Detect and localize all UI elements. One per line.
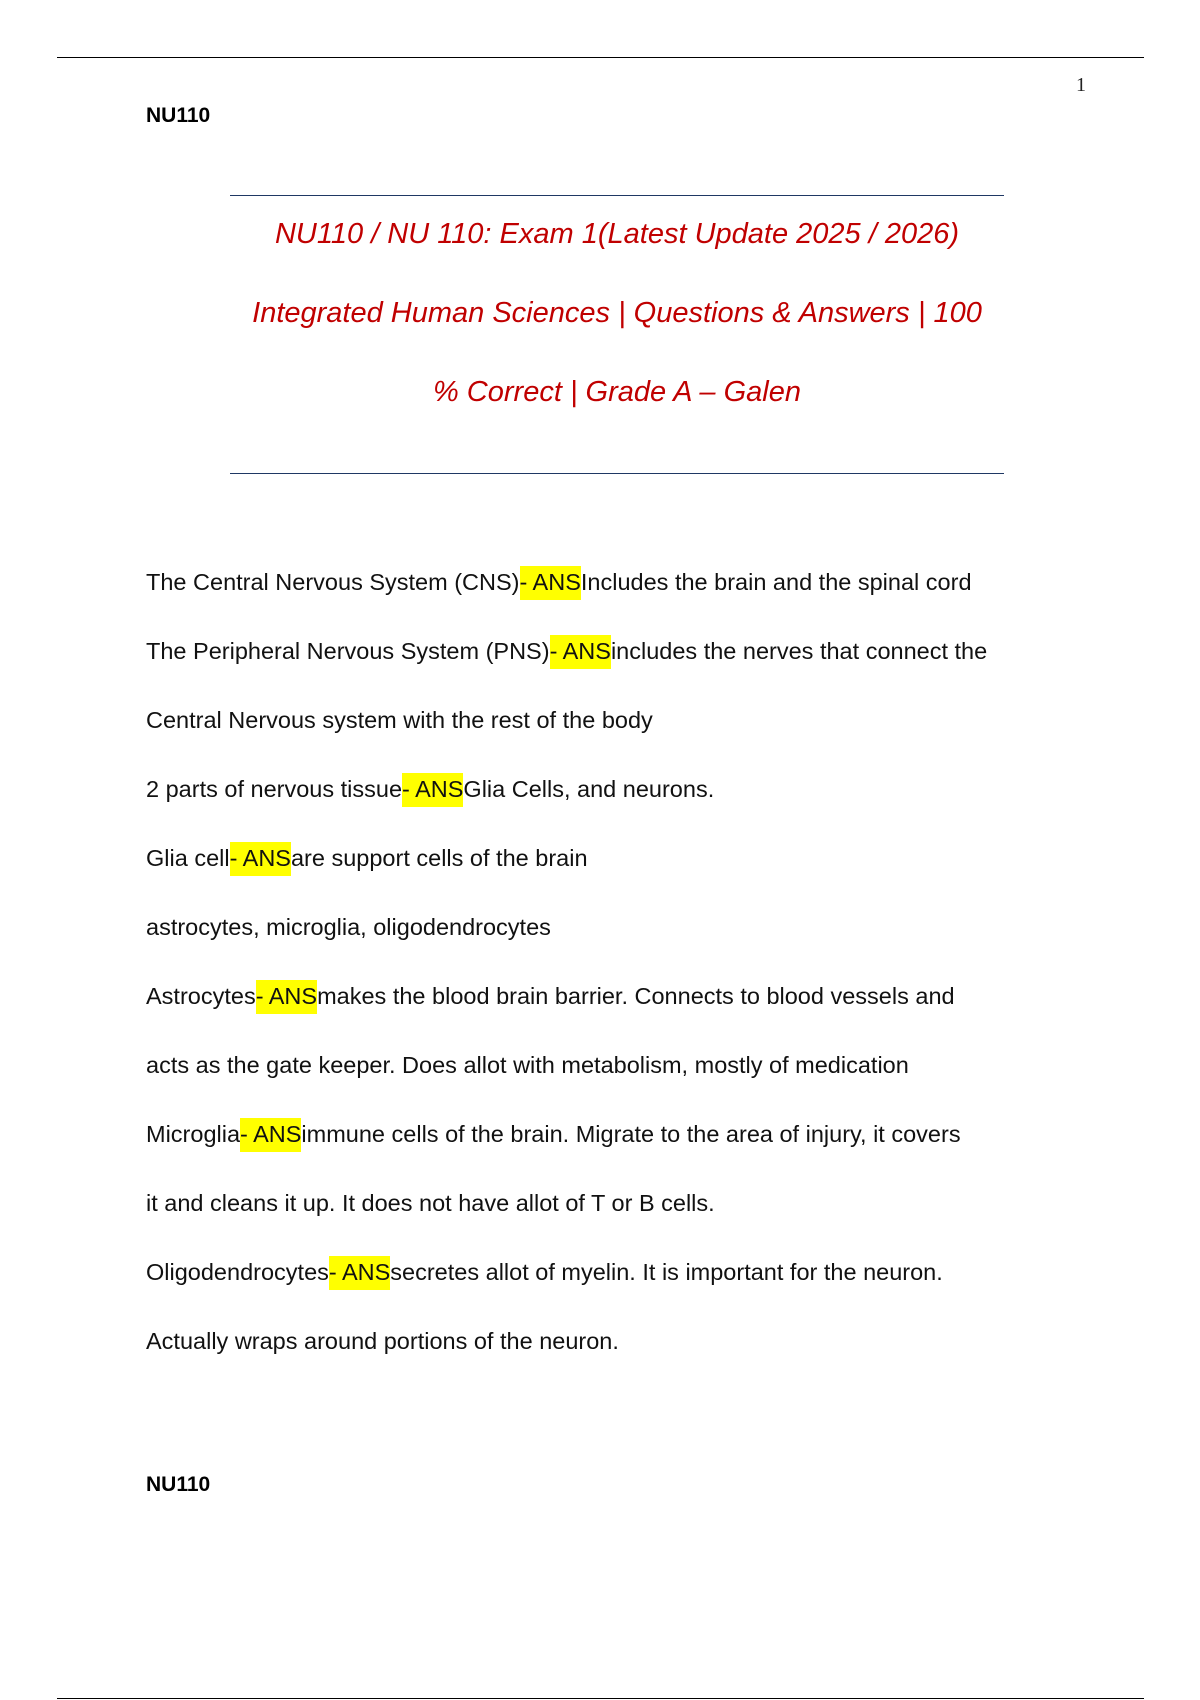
page-bottom-rule: [57, 1698, 1144, 1699]
header-course-code: NU110: [146, 104, 211, 127]
title-line: NU110 / NU 110: Exam 1(Latest Update 2025 / 2026): [274, 218, 960, 250]
qa-text: Glia Cells, and neurons.: [463, 776, 715, 802]
qa-line: [146, 1319, 1086, 1388]
qa-line: [146, 1181, 1086, 1250]
qa-line: [146, 629, 1086, 698]
page-number: 1: [1076, 74, 1086, 96]
qa-text: acts as the gate keeper. Does allot with metabolism, mostly of medication: [146, 1052, 909, 1078]
title-line: % Correct | Grade A – Galen: [432, 376, 802, 408]
qa-text: Actually wraps around portions of the neuron.: [146, 1328, 619, 1354]
qa-term: Glia cell: [146, 845, 230, 871]
qa-text: Central Nervous system with the rest of the body: [146, 707, 653, 733]
page-top-rule: [57, 57, 1144, 58]
qa-term: Oligodendrocytes: [146, 1259, 329, 1285]
ans-marker: - ANS: [240, 1118, 301, 1152]
qa-term: Microglia: [146, 1121, 241, 1147]
qa-term: The Peripheral Nervous System (PNS): [146, 638, 550, 664]
ans-marker: - ANS: [520, 566, 581, 600]
qa-line: [146, 1043, 1086, 1112]
qa-text: astrocytes, microglia, oligodendrocytes: [146, 914, 551, 940]
title-line: Integrated Human Sciences | Questions & Answers | 100: [252, 297, 982, 329]
qa-line: [146, 836, 1086, 905]
qa-line: [146, 1112, 1086, 1181]
qa-line: [146, 767, 1086, 836]
qa-text: immune cells of the brain. Migrate to the area of injury, it covers: [301, 1121, 961, 1147]
qa-list: [146, 560, 1086, 1388]
ans-marker: - ANS: [550, 635, 611, 669]
ans-marker: - ANS: [256, 980, 317, 1014]
qa-term: 2 parts of nervous tissue: [146, 776, 403, 802]
qa-term: The Central Nervous System (CNS): [146, 569, 520, 595]
title-rule-lower: [230, 473, 1004, 474]
title-rule-upper: [230, 195, 1004, 196]
qa-line: [146, 905, 1086, 974]
qa-text: makes the blood brain barrier. Connects to blood vessels and: [317, 983, 955, 1009]
ans-marker: - ANS: [329, 1256, 390, 1290]
footer-course-code: NU110: [146, 1473, 211, 1496]
qa-line: [146, 1250, 1086, 1319]
qa-text: it and cleans it up. It does not have allot of T or B cells.: [146, 1190, 715, 1216]
ans-marker: - ANS: [230, 842, 291, 876]
qa-text: are support cells of the brain: [290, 845, 588, 871]
qa-line: [146, 698, 1086, 767]
qa-line: [146, 560, 1086, 629]
ans-marker: - ANS: [402, 773, 463, 807]
qa-line: [146, 974, 1086, 1043]
qa-text: secretes allot of myelin. It is important for the neuron.: [390, 1259, 943, 1285]
qa-text: includes the nerves that connect the: [610, 638, 988, 664]
qa-term: Astrocytes: [146, 983, 256, 1009]
qa-text: Includes the brain and the spinal cord: [580, 569, 972, 595]
document-title: [200, 212, 1034, 449]
